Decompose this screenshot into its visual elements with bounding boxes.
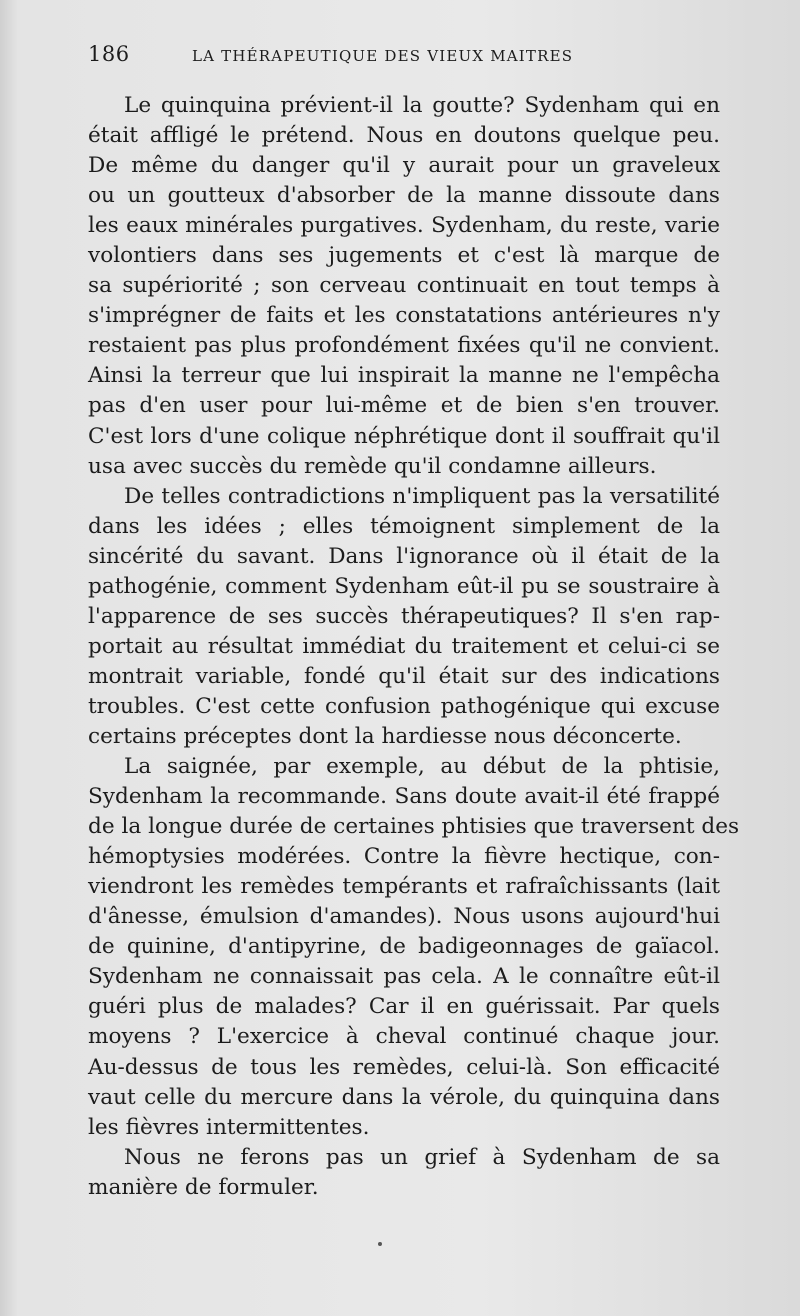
text-line: certains préceptes dont la hardiesse nous déconcerte. [88,723,682,749]
page-header [88,42,728,72]
text-line: La saignée, par exemple, au début de la phtisie, [124,754,720,780]
text-line: les eaux minérales purgatives. Sydenham, du reste, varie [88,213,720,239]
paragraph [88,482,720,752]
text-line: de la longue durée de certaines phtisies que traversent des [88,814,740,840]
running-head: LA THÉRAPEUTIQUE DES VIEUX MAITRES [192,47,574,65]
text-line: manière de formuler. [88,1174,319,1200]
text-line: viendront les remèdes tempérants et rafraîchissants (lait [88,874,720,900]
paragraph [88,91,720,482]
text-line: usa avec succès du remède qu'il condamne ailleurs. [88,453,657,479]
text-line: sa supériorité ; son cerveau continuait en tout temps à [88,273,720,299]
text-line: l'apparence de ses succès thérapeutiques? Il s'en rap- [88,603,720,629]
text-line: sincérité du savant. Dans l'ignorance où il était de la [88,543,720,569]
text-line: Nous ne ferons pas un grief à Sydenham de sa [124,1144,720,1170]
text-line: guéri plus de malades? Car il en guérissait. Par quels [88,994,720,1020]
text-line: hémoptysies modérées. Contre la fièvre hectique, con- [88,844,720,870]
text-line: Ainsi la terreur que lui inspirait la manne ne l'empêcha [88,363,720,389]
text-line: ou un goutteux d'absorber de la manne dissoute dans [88,183,720,209]
text-line: d'ânesse, émulsion d'amandes). Nous usons aujourd'hui [88,904,720,930]
text-line: restaient pas plus profondément fixées qu'il ne convient. [88,333,720,359]
text-line: moyens ? L'exercice à cheval continué chaque jour. [88,1024,720,1050]
text-line: pas d'en user pour lui-même et de bien s'en trouver. [88,393,720,419]
text-line: volontiers dans ses jugements et c'est là marque de [88,243,720,269]
page-number: 186 [88,42,130,66]
text-line: De telles contradictions n'impliquent pas la versatilité [124,483,720,509]
text-line: vaut celle du mercure dans la vérole, du quinquina dans [88,1084,720,1110]
paragraph [88,752,740,1143]
text-line: montrait variable, fondé qu'il était sur des indications [88,663,720,689]
text-line: Le quinquina prévient-il la goutte? Sydenham qui en [124,93,720,118]
text-line: de quinine, d'antipyrine, de badigeonnages de gaïacol. [88,934,720,960]
text-line: les fièvres intermittentes. [88,1114,370,1140]
text-line: était affligé le prétend. Nous en doutons quelque peu. [88,123,720,149]
text-line: dans les idées ; elles témoignent simplement de la [88,513,720,539]
text-line: De même du danger qu'il y aurait pour un graveleux [88,153,720,179]
text-line: s'imprégner de faits et les constatations antérieures n'y [88,303,720,329]
body-text [88,91,740,1203]
text-line: Sydenham ne connaissait pas cela. A le connaître eût-il [88,964,720,990]
text-line: pathogénie, comment Sydenham eût-il pu se soustraire à [88,573,720,599]
paragraph [88,1143,720,1203]
text-line: Sydenham la recommande. Sans doute avait-il été frappé [88,784,720,810]
text-line: troubles. C'est cette confusion pathogénique qui excuse [88,693,720,719]
print-speck [378,1242,382,1246]
text-line: portait au résultat immédiat du traitement et celui-ci se [88,633,720,659]
text-line: C'est lors d'une colique néphrétique dont il souffrait qu'il [88,423,720,449]
text-line: Au-dessus de tous les remèdes, celui-là. Son efficacité [88,1054,720,1080]
